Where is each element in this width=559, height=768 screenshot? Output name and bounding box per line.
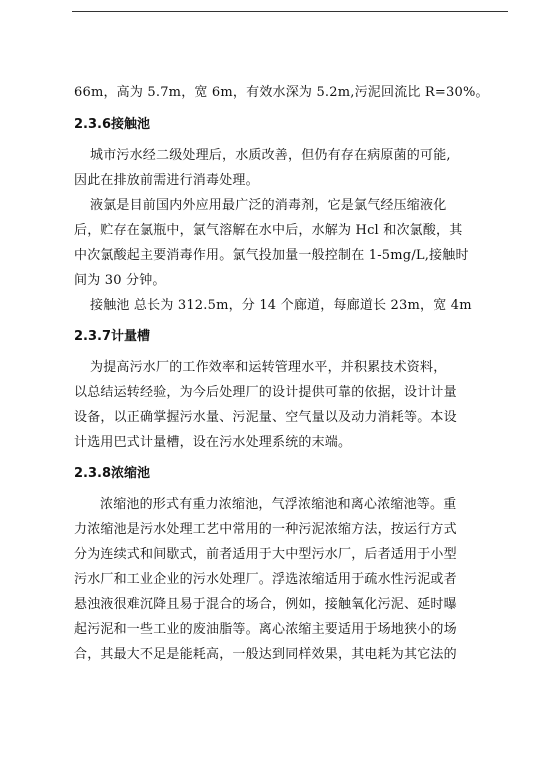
paragraph-line: 液氯是目前国内外应用最广泛的消毒剂，它是氯气经压缩液化 (90, 198, 447, 213)
paragraph-line: 中次氯酸起主要消毒作用。氯气投加量一般控制在 1-5mg/L,接触时 (74, 248, 469, 263)
paragraph-line: 因此在排放前需进行消毒处理。 (74, 173, 259, 188)
paragraph-line: 浓缩池的形式有重力浓缩池，气浮浓缩池和离心浓缩池等。重 (100, 497, 457, 512)
document-page (74, 80, 506, 667)
paragraph-line: 为提高污水厂的工作效率和运转管理水平，并积累技术资料， (90, 360, 447, 375)
section-heading-metering-flume: 2.3.7计量槽 (74, 329, 151, 344)
paragraph-line: 后，贮存在氯瓶中，氯气溶解在水中后，水解为 Hcl 和次氯酸，其 (74, 223, 463, 238)
paragraph-line: 力浓缩池是污水处理工艺中常用的一种污泥浓缩方法，按运行方式 (74, 522, 457, 537)
paragraph-line: 合，其最大不足是能耗高，一般达到同样效果，其电耗为其它法的 (74, 647, 457, 662)
paragraph-line: 设备，以正确掌握污水量、污泥量、空气量以及动力消耗等。本设 (74, 410, 457, 425)
paragraph-line: 以总结运转经验，为今后处理厂的设计提供可靠的依据，设计计量 (74, 385, 457, 400)
header-rule (72, 11, 508, 12)
paragraph-line: 起污泥和一些工业的废油脂等。离心浓缩主要适用于场地狭小的场 (74, 622, 457, 637)
body-line: 66m，高为 5.7m，宽 6m，有效水深为 5.2m,污泥回流比 R=30%。 (74, 85, 489, 100)
paragraph-line: 计选用巴式计量槽，设在污水处理系统的末端。 (74, 435, 352, 450)
section-heading-contact-tank: 2.3.6接触池 (74, 117, 151, 132)
paragraph-line: 接触池 总长为 312.5m，分 14 个廊道，每廊道长 23m，宽 4m (90, 298, 472, 313)
paragraph-line: 分为连续式和间歇式，前者适用于大中型污水厂，后者适用于小型 (74, 547, 457, 562)
paragraph-line: 污水厂和工业企业的污水处理厂。浮选浓缩适用于疏水性污泥或者 (74, 572, 457, 587)
paragraph-line: 间为 30 分钟。 (74, 273, 166, 288)
section-heading-thickener: 2.3.8浓缩池 (74, 466, 151, 481)
paragraph-line: 城市污水经二级处理后，水质改善，但仍有存在病原菌的可能, (90, 148, 451, 163)
paragraph-line: 悬浊液很难沉降且易于混合的场合，例如，接触氧化污泥、延时曝 (74, 597, 457, 612)
